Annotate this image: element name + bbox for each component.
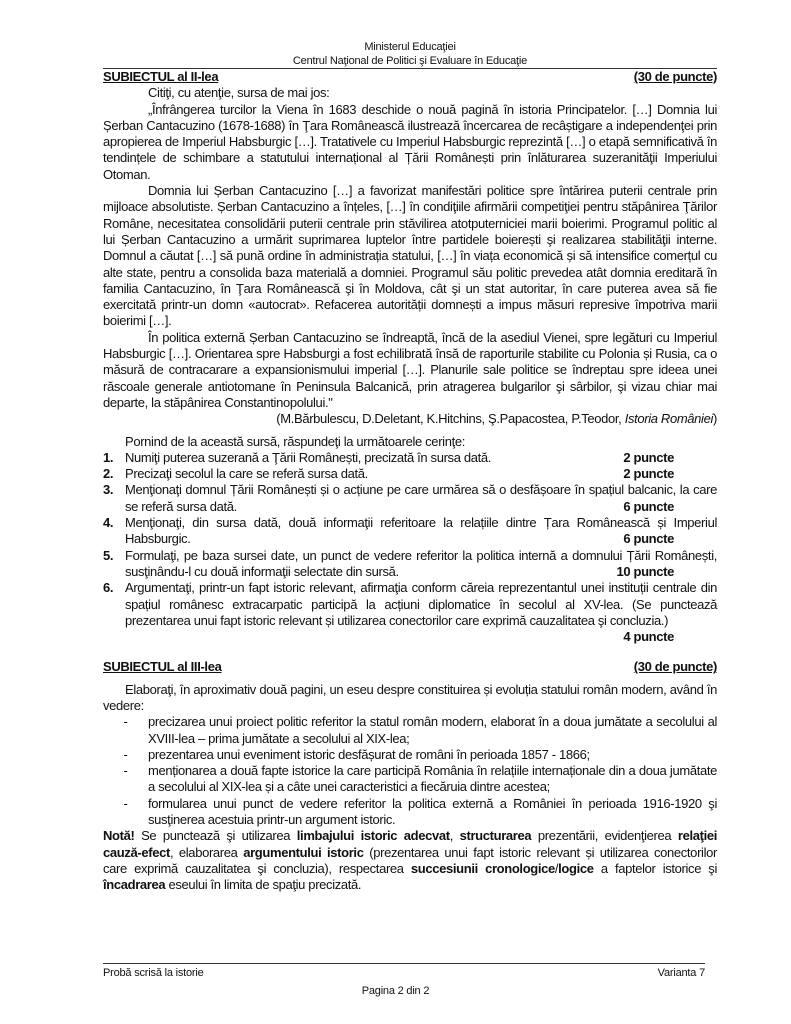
question-body: Precizaţi secolul la care se referă sursa dată. <box>125 466 368 482</box>
subject-2-heading <box>103 69 717 85</box>
attribution-authors: (M.Bărbulescu, D.Deletant, K.Hitchins, Ş.Papacostea, P.Teodor, <box>276 411 625 427</box>
question-body: Menţionaţi, din sursa dată, două informaţii referitoare la relațiile dintre Țara Românească și Imperiul Habsburgic. <box>125 515 717 547</box>
subject-2-points: (30 de puncte) <box>633 69 717 84</box>
requirement-text: menționarea a două fapte istorice la care participă România în relațiile internaționale din a doua jumătate a secolului al XIX-lea și a câte unei caracteristici a fiecăruia dintre acestea; <box>148 763 717 795</box>
question-text <box>125 580 717 645</box>
note-segment: , <box>449 828 460 844</box>
note-segment: Notă! <box>103 828 135 844</box>
note-segment: prezentării, evidenţierea <box>531 828 678 844</box>
question-number: 2. <box>103 466 114 482</box>
question-points: 6 puncte <box>623 498 674 514</box>
attribution-title: Istoria României <box>624 411 714 427</box>
footer-divider <box>103 963 705 964</box>
note-segment: eseului în limita de spaţiu precizată. <box>165 877 362 893</box>
question-list <box>103 450 717 646</box>
requirement-item <box>103 714 717 747</box>
question-points: 10 puncte <box>616 563 674 579</box>
note-segment: Se punctează şi utilizarea <box>134 828 297 844</box>
question-item <box>103 482 717 515</box>
exam-content <box>103 69 717 894</box>
note-segment: a faptelor istorice şi <box>593 860 717 876</box>
question-item <box>103 515 717 548</box>
question-text <box>125 515 717 548</box>
note-segment: relaţiei cauză-efect <box>103 828 717 860</box>
source-attribution <box>103 411 717 427</box>
note-segment: argumentului istoric <box>243 844 364 860</box>
question-text <box>125 548 717 581</box>
question-points: 2 puncte <box>623 466 674 482</box>
note-segment: limbajului istoric adecvat <box>296 828 450 844</box>
question-body: Formulaţi, pe baza sursei date, un punct de vedere referitor la politica internă a domnului Țării Românești, susţinându-l cu două informaţii selectate din sursă. <box>125 547 717 579</box>
question-number: 4. <box>103 515 114 531</box>
question-body: Argumentaţi, printr-un fapt istoric relevant, afirmaţia conform căreia reprezentantul unei instituții centrale din spațiul românesc extracarpatic participă la acțiuni diplomatice în secolul al XV-lea. (Se punctează prezentarea unui fapt istoric relevant și utilizarea conectorilor care exprimă cauzalitatea şi concluzia.) <box>125 580 717 628</box>
center-name: Centrul Naţional de Politici şi Evaluare în Educaţie <box>292 55 528 67</box>
source-paragraph: În politica externă Șerban Cantacuzino se îndreaptă, încă de la asediul Vienei, spre legături cu Imperiul Habsburgic […]. Orientarea spre Habsburgi a fost echilibrată însă de raporturile stabilite cu Polonia și Rusia, ca o măsură de contracarare a expansionismului imperial […]. Planurile sale politice se îndreptau spre ideea unei răscoale generale antiotomane în Peninsula Balcanică, prin atragerea bulgarilor şi sârbilor, şi vizau chiar mai departe, la stăpânirea Constantinopolului." <box>103 329 717 410</box>
requirement-text: formularea unui punct de vedere referitor la politica externă a României în perioada 1916-1920 şi susţinerea acestuia printr-un argument istoric. <box>148 795 717 828</box>
question-number: 3. <box>103 482 114 498</box>
reading-instruction: Citiţi, cu atenţie, sursa de mai jos: <box>148 85 330 101</box>
subject-3-points: (30 de puncte) <box>633 659 717 675</box>
requirement-item <box>103 747 717 763</box>
requirement-text: precizarea unui proiect politic referitor la statul român modern, elaborat în a doua jumătate a secolului al XVIII-lea – prima jumătate a secolului al XIX-lea; <box>148 714 717 746</box>
page-number: Pagina 2 din 2 <box>361 985 430 997</box>
subject-2-title: SUBIECTUL al II-lea <box>103 69 219 84</box>
bullet-dash: - <box>123 795 128 811</box>
bullet-dash: - <box>123 763 128 779</box>
page-footer <box>103 965 705 981</box>
source-paragraph: Domnia lui Șerban Cantacuzino […] a favorizat manifestări politice spre întărirea puterii centrale prin mijloace absolutiste. Șerban Cantacuzino a înțeles, […] în condiţiile afirmării competiţiei pentru stăpânirea Ţărilor Române, necesitatea consolidării puterii centrale prin stăvilirea atotputerniciei marii boierimi. Programul politic al lui Șerban Cantacuzino a urmărit suprimarea luptelor între partidele boierești şi realizarea stabilităţii interne. Domnul a căutat […] să pună ordine în administrația statului, […] în viața economică și să intensifice comerțul cu alte state, pentru a consolida baza materială a domniei. Programul său politic prevedea atât domnia ereditară în familia Cantacuzino, în Ţara Românească şi în Moldova, cât şi un stat autoritar, în care puterea avea să fie exercitată printr-un domn «autocrat». Refacerea autorității domnești a impus măsuri represive împotriva marii boierimi […]. <box>103 183 717 329</box>
question-item <box>103 580 717 645</box>
note-segment: încadrarea <box>103 877 166 893</box>
requirement-item <box>103 763 717 796</box>
note-segment: succesiunii cronologice <box>410 860 555 876</box>
bullet-dash: - <box>123 746 128 762</box>
note-segment: / <box>554 860 559 876</box>
question-body: Numiţi puterea suzerană a Ţării Românești, precizată în sursa dată. <box>125 449 492 465</box>
question-points: 2 puncte <box>623 449 674 465</box>
subject-3-heading <box>103 659 717 675</box>
question-text <box>125 466 717 482</box>
question-number: 5. <box>103 547 114 563</box>
question-text <box>125 482 717 515</box>
bullet-dash: - <box>123 714 128 730</box>
source-paragraph: „Înfrângerea turcilor la Viena în 1683 deschide o nouă pagină în istoria Principatelor. […] Domnia lui Șerban Cantacuzino (1678-1688) în Ţara Românească ilustrează încercarea de recâștigare a independenţei prin apropierea de Imperiul Habsburgic […]. Tratativele cu Imperiul Habsburgic reprezintă […] o etapă semnificativă în tendințele de schimbare a statutului internațional al Țării Românești prin înlăturarea suzeranităţii Imperiului Otoman. <box>103 101 717 182</box>
question-item <box>103 466 717 482</box>
page-header <box>103 40 717 68</box>
question-points: 4 puncte <box>623 629 674 645</box>
question-item <box>103 548 717 581</box>
essay-requirements <box>103 714 717 828</box>
attribution-close: ) <box>713 411 717 427</box>
ministry-name: Ministerul Educaţiei <box>364 41 456 53</box>
note-segment: structurarea <box>459 828 532 844</box>
subject-3-title: SUBIECTUL al III-lea <box>103 659 222 675</box>
task-intro: Pornind de la această sursă, răspundeţi la următoarele cerinţe: <box>125 433 465 449</box>
question-item <box>103 450 717 466</box>
grading-note <box>103 828 717 893</box>
question-text <box>125 450 717 466</box>
requirement-text: prezentarea unui eveniment istoric desfășurat de români în perioada 1857 - 1866; <box>148 746 590 762</box>
note-segment: (prezentarea unui fapt istoric relevant și utilizarea conectorilor care exprimă cauzalitatea şi concluzia), respectarea <box>103 844 717 876</box>
essay-instruction: Elaboraţi, în aproximativ două pagini, un eseu despre constituirea și evoluția statului român modern, având în vedere: <box>103 681 717 713</box>
requirement-item <box>103 796 717 829</box>
footer-variant: Varianta 7 <box>657 967 705 979</box>
footer-exam-name: Probă scrisă la istorie <box>103 967 204 979</box>
question-points: 6 puncte <box>623 531 674 547</box>
question-body: Menţionaţi domnul Țării Românești și o acțiune pe care urmărea să o desfășoare în spațiul balcanic, la care se referă sursa dată. <box>125 482 717 514</box>
question-number: 1. <box>103 449 114 465</box>
question-number: 6. <box>103 580 114 596</box>
note-segment: , elaborarea <box>169 844 244 860</box>
note-segment: logice <box>558 860 594 876</box>
